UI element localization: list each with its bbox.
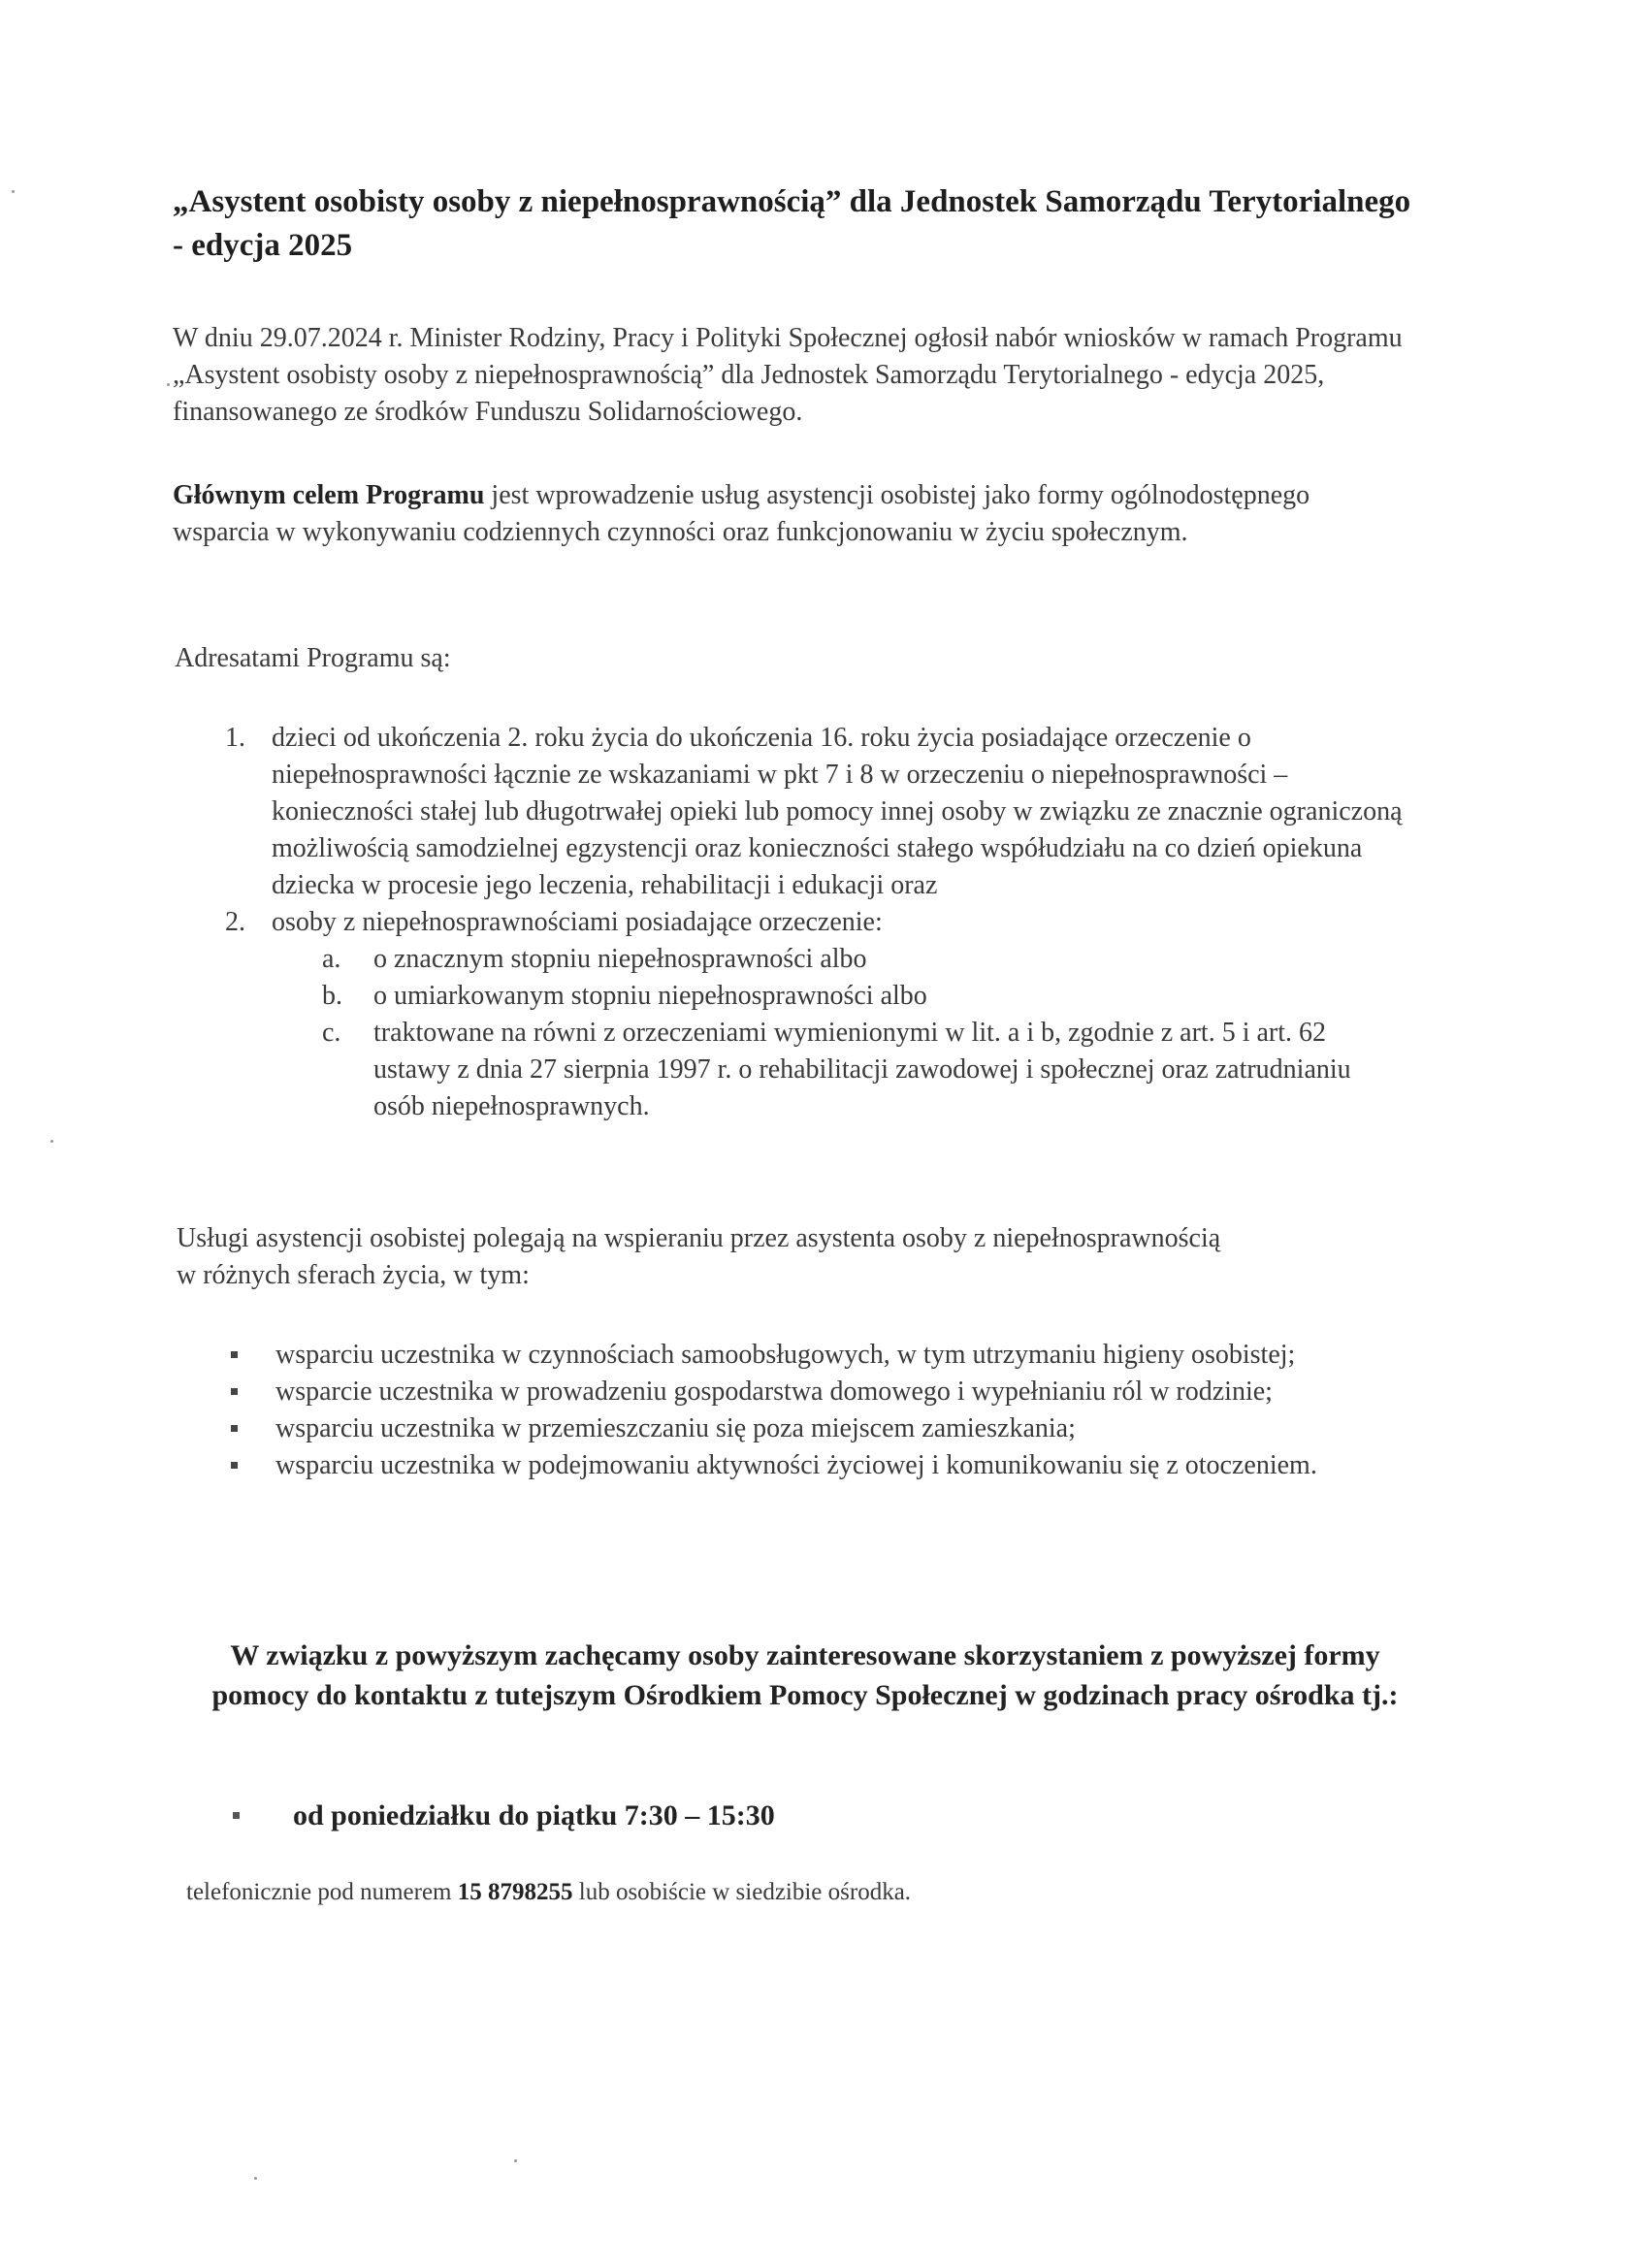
bullet-icon — [233, 1812, 240, 1819]
list-item-text: wsparcie uczestnika w prowadzeniu gospodarstwa domowego i wypełnianiu ról w rodzinie; — [275, 1377, 1273, 1407]
goal-paragraph — [173, 477, 1375, 551]
addressees-label: Adresatami Programu są: — [175, 643, 451, 673]
document-title: „Asystent osobisty osoby z niepełnosprawnością” dla Jednostek Samorządu Terytorialnego - edycja 2025 — [173, 184, 1411, 263]
goal-lead: Głównym celem Programu — [173, 480, 485, 510]
sub-list-item — [175, 978, 1426, 1015]
list-item — [175, 904, 1426, 941]
sub-list — [175, 941, 1426, 1125]
sub-list-marker: b. — [322, 981, 342, 1011]
list-item-text: wsparciu uczestnika w czynnościach samoobsługowych, w tym utrzymaniu higieny osobistej; — [275, 1340, 1296, 1370]
encouragement-paragraph: W związku z powyższym zachęcamy osoby zainteresowane skorzystaniem z powyższej formy pomocy do kontaktu z tutejszym Ośrodkiem Pomocy Społecznej w godzinach pracy ośrodka tj.: — [211, 1639, 1399, 1711]
scan-speck — [514, 2159, 517, 2162]
contact-line — [186, 1876, 1350, 1909]
scan-speck — [50, 1140, 53, 1143]
scan-speck — [254, 2177, 257, 2180]
bullet-icon — [231, 1462, 238, 1469]
list-item-text: wsparciu uczestnika w podejmowaniu aktywności życiowej i komunikowaniu się z otoczeniem. — [275, 1450, 1317, 1480]
sub-list-item-text: o umiarkowanym stopniu niepełnosprawności albo — [373, 981, 927, 1011]
list-marker: 1. — [225, 723, 245, 753]
list-item-text: dzieci od ukończenia 2. roku życia do ukończenia 16. roku życia posiadające orzeczenie o niepełnosprawności łącznie ze wskazaniami w pkt 7 i 8 w orzeczeniu o niepełnosprawności – konieczności stałej lub długotrwałej opieki lub pomocy innej osoby w związku ze znacznie ograniczoną możliwością samodzielnej egzystencji oraz konieczności stałego współudziału na co dzień opiekuna dziecka w procesie jego leczenia, rehabilitacji i edukacji oraz — [272, 723, 1403, 900]
list-item — [225, 1337, 1389, 1374]
intro-paragraph: W dniu 29.07.2024 r. Minister Rodziny, Pracy i Polityki Społecznej ogłosił nabór wniosków w ramach Programu „Asystent osobisty osoby z niepełnosprawnością” dla Jednostek Samorządu Terytorialnego - edycja 2025, finansowanego ze środków Funduszu Solidarnościowego. — [173, 323, 1403, 427]
scan-speck — [167, 383, 170, 386]
list-item-text: wsparciu uczestnika w przemieszczaniu się poza miejscem zamieszkania; — [275, 1413, 1076, 1443]
services-intro: Usługi asystencji osobistej polegają na wspieraniu przez asystenta osoby z niepełnosprawnością w różnych sferach życia, w tym: — [177, 1223, 1221, 1290]
phone-number: 15 8798255 — [457, 1879, 573, 1905]
goal-text: jest wprowadzenie usług asystencji osobistej jako formy ogólnodostępnego wsparcia w wykonywaniu codziennych czynności oraz funkcjonowaniu w życiu społecznym. — [173, 480, 1310, 547]
scan-speck — [12, 190, 15, 193]
list-item — [175, 720, 1426, 904]
list-item-text: osoby z niepełnosprawnościami posiadające orzeczenie: — [272, 907, 883, 937]
list-item — [225, 1410, 1389, 1447]
services-list — [225, 1337, 1389, 1484]
sub-list-marker: a. — [322, 944, 341, 974]
contact-text-after: lub osobiście w siedzibie ośrodka. — [572, 1879, 912, 1905]
list-marker: 2. — [225, 907, 245, 937]
sub-list-item-text: traktowane na równi z orzeczeniami wymienionymi w lit. a i b, zgodnie z art. 5 i art. 62 ustawy z dnia 27 sierpnia 1997 r. o rehabilitacji zawodowej i społecznej oraz zatrudnianiu osób niepełnosprawnych. — [373, 1018, 1351, 1121]
bullet-icon — [231, 1388, 238, 1395]
bullet-icon — [231, 1351, 238, 1358]
sub-list-item — [175, 1015, 1426, 1125]
bullet-icon — [231, 1425, 238, 1432]
sub-list-item-text: o znacznym stopniu niepełnosprawności albo — [373, 944, 867, 974]
sub-list-marker: c. — [322, 1018, 341, 1048]
office-hours-text: od poniedziałku do piątku 7:30 – 15:30 — [293, 1799, 775, 1831]
sub-list-item — [175, 941, 1426, 978]
contact-text-before: telefonicznie pod numerem — [186, 1879, 458, 1905]
list-item — [225, 1447, 1389, 1484]
list-item — [225, 1374, 1389, 1410]
addressees-list — [175, 720, 1426, 1125]
